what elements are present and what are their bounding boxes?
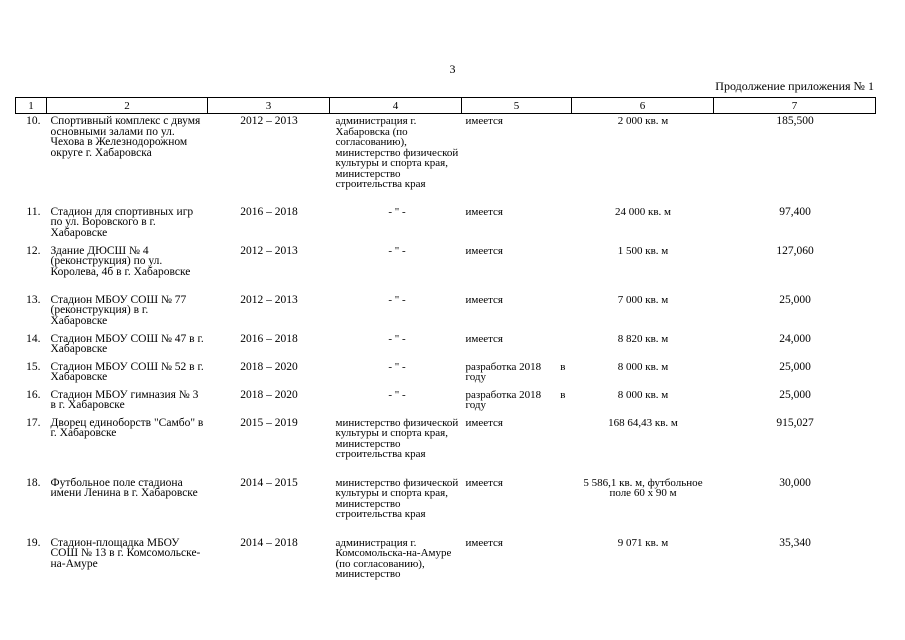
row-number: 17. [26,416,41,429]
responsible-party: - " - [388,388,406,401]
design-status [462,244,572,293]
design-status [462,536,572,596]
row-number: 10. [26,115,41,127]
responsible-party: администрация г. Комсомольска-на-Амуре (по согласованию), министерство [335,536,452,580]
responsible-party: - " - [388,360,406,373]
design-status-extra: в [560,360,566,373]
facility-name: Спортивный комплекс с двумя основными залами по ул. Чехова в Железнодорожном округе г. Хабаровска [50,115,201,159]
capacity: 8 820 кв. м [617,332,669,345]
design-status [462,476,572,536]
table-row [16,476,876,536]
row-number: 12. [26,244,41,257]
design-status-text: имеется [465,476,503,489]
design-status-extra: в [560,388,566,401]
design-status-text: имеется [465,293,503,306]
design-status [462,388,572,416]
capacity: 24 000 кв. м [615,205,671,218]
table-row [16,388,876,416]
responsible-party: - " - [388,332,406,345]
facility-name: Стадион МБОУ СОШ № 77 (реконструкция) в г. Хабаровске [50,293,187,327]
page-number: 3 [449,62,456,76]
row-number: 16. [26,388,41,401]
column-number-row [16,98,876,114]
capacity: 168 64,43 кв. м [608,416,678,429]
row-number: 13. [26,293,41,306]
table-row [16,205,876,244]
col-1-header: 1 [16,98,47,114]
cost: 24,000 [779,332,811,345]
design-status-text: имеется [465,416,503,429]
implementation-period: 2014 – 2018 [240,536,298,549]
capacity: 8 000 кв. м [617,360,669,373]
capacity: 8 000 кв. м [617,388,669,401]
facility-name: Стадион-площадка МБОУ СОШ № 13 в г. Комсомольске-на-Амуре [50,536,201,570]
cost: 35,340 [779,536,811,549]
responsible-party: - " - [388,293,406,306]
facility-name: Дворец единоборств "Самбо" в г. Хабаровске [50,416,204,439]
facility-name: Футбольное поле стадиона имени Ленина в г. Хабаровске [50,476,198,499]
col-5-header: 5 [462,98,572,114]
design-status-text: имеется [465,536,503,549]
table-row [16,244,876,293]
table-row [16,114,876,205]
design-status [462,205,572,244]
row-number: 14. [26,332,41,345]
facilities-table [15,97,876,596]
capacity: 2 000 кв. м [617,115,669,127]
design-status-text: имеется [465,332,503,345]
table-row [16,536,876,596]
implementation-period: 2018 – 2020 [240,388,298,401]
implementation-period: 2016 – 2018 [240,205,298,218]
cost: 185,500 [776,115,814,127]
responsible-party: министерство физической культуры и спорта края, министерство строительства края [335,416,459,460]
implementation-period: 2018 – 2020 [240,360,298,373]
design-status [462,114,572,205]
design-status [462,416,572,476]
responsible-party: - " - [388,244,406,257]
col-7-header: 7 [714,98,876,114]
design-status-text: разработка 2018 году [465,388,542,411]
facility-name: Стадион МБОУ гимназия № 3 в г. Хабаровске [50,388,199,411]
capacity: 1 500 кв. м [617,244,669,257]
cost: 30,000 [779,476,811,489]
design-status [462,360,572,388]
design-status-text: имеется [465,205,503,218]
cost: 25,000 [779,388,811,401]
col-3-header: 3 [208,98,330,114]
facility-name: Здание ДЮСШ № 4 (реконструкция) по ул. Королева, 4б в г. Хабаровске [50,244,191,278]
row-number: 18. [26,476,41,489]
cost: 97,400 [779,205,811,218]
row-number: 19. [26,536,41,549]
row-number: 11. [26,205,41,218]
table-row [16,332,876,360]
responsible-party: - " - [388,205,406,218]
implementation-period: 2016 – 2018 [240,332,298,345]
facility-name: Стадион МБОУ СОШ № 47 в г. Хабаровске [50,332,204,355]
cost: 25,000 [779,360,811,373]
table-row [16,293,876,332]
implementation-period: 2012 – 2013 [240,293,298,306]
responsible-party: министерство физической культуры и спорта края, министерство строительства края [335,476,459,520]
implementation-period: 2012 – 2013 [240,244,298,257]
design-status-text: имеется [465,244,503,257]
cost: 127,060 [776,244,814,257]
col-4-header: 4 [330,98,462,114]
row-number: 15. [26,360,41,373]
cost: 25,000 [779,293,811,306]
implementation-period: 2014 – 2015 [240,476,298,489]
design-status [462,332,572,360]
cost: 915,027 [776,416,814,429]
capacity: 7 000 кв. м [617,293,669,306]
continuation-label: Продолжение приложения № 1 [715,79,874,93]
design-status [462,293,572,332]
capacity: 9 071 кв. м [617,536,669,549]
table-row [16,360,876,388]
facility-name: Стадион для спортивных игр по ул. Воровского в г. Хабаровске [50,205,194,239]
implementation-period: 2012 – 2013 [240,115,298,127]
design-status-text: разработка 2018 году [465,360,542,383]
design-status-text: имеется [465,115,503,127]
col-6-header: 6 [572,98,714,114]
facility-name: Стадион МБОУ СОШ № 52 в г. Хабаровске [50,360,204,383]
responsible-party: администрация г. Хабаровска (по согласованию), министерство физической культуры и спорта края, министерство строительства края [335,115,459,190]
table-row [16,416,876,476]
capacity: 5 586,1 кв. м, футбольное поле 60 х 90 м [583,476,703,499]
implementation-period: 2015 – 2019 [240,416,298,429]
col-2-header: 2 [47,98,208,114]
